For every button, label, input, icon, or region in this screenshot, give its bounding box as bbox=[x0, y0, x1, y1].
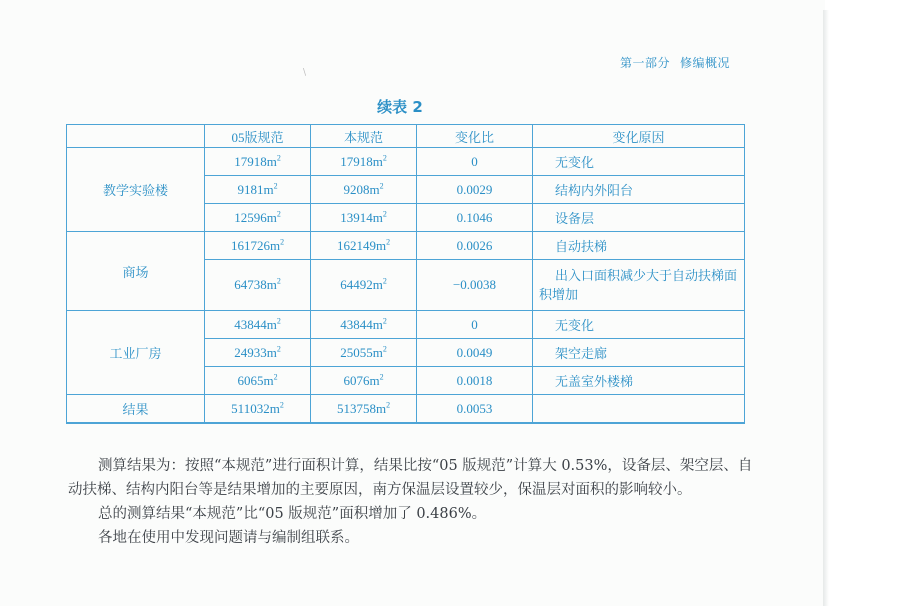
reason-cell: 无盖室外楼梯 bbox=[533, 367, 745, 395]
ratio-cell: 0.0053 bbox=[417, 395, 533, 424]
reason-cell: 设备层 bbox=[533, 204, 745, 232]
paragraph-contact: 各地在使用中发现问题请与编制组联系。 bbox=[98, 530, 359, 546]
group-name-cell: 教学实验楼 bbox=[67, 148, 205, 232]
group-name-cell: 商场 bbox=[67, 232, 205, 311]
table-row bbox=[67, 311, 745, 339]
paragraph-result: 测算结果为：按照“本规范”进行面积计算，结果比按“05 版规范”计算大 0.53%，设备层、架空层、自动扶梯、结构内阳台等是结果增加的主要原因，南方保温层设置较少，保温层对面积的影响较小。 bbox=[68, 458, 753, 498]
running-header bbox=[620, 54, 730, 71]
table-header-row bbox=[67, 125, 745, 148]
reason-cell: 无变化 bbox=[533, 148, 745, 176]
table-row bbox=[67, 232, 745, 260]
ratio-cell: 0.0029 bbox=[417, 176, 533, 204]
value-05-cell: $64738m^2$ bbox=[205, 260, 311, 311]
ratio-cell: −0.0038 bbox=[417, 260, 533, 311]
paragraph-summary: 总的测算结果“本规范”比“05 版规范”面积增加了 0.486%。 bbox=[98, 506, 487, 522]
ratio-cell: 0.0026 bbox=[417, 232, 533, 260]
value-new-cell: $17918m^2$ bbox=[311, 148, 417, 176]
group-name-cell: 工业厂房 bbox=[67, 311, 205, 395]
reason-cell: 架空走廊 bbox=[533, 339, 745, 367]
value-new-cell: $25055m^2$ bbox=[311, 339, 417, 367]
header-section: 第一部分 bbox=[620, 56, 671, 70]
value-05-cell: $12596m^2$ bbox=[205, 204, 311, 232]
value-05-cell: $17918m^2$ bbox=[205, 148, 311, 176]
reason-cell: 无变化 bbox=[533, 311, 745, 339]
header-title: 修编概况 bbox=[680, 56, 731, 70]
value-05-cell: $24933m^2$ bbox=[205, 339, 311, 367]
header-cell-reason: 变化原因 bbox=[533, 125, 745, 148]
result-row bbox=[67, 395, 745, 424]
ratio-cell: 0 bbox=[417, 148, 533, 176]
value-new-cell: $162149m^2$ bbox=[311, 232, 417, 260]
value-05-cell: $6065m^2$ bbox=[205, 367, 311, 395]
value-05-cell: $161726m^2$ bbox=[205, 232, 311, 260]
value-new-cell: $9208m^2$ bbox=[311, 176, 417, 204]
header-cell-05: 05版规范 bbox=[205, 125, 311, 148]
header-cell-blank bbox=[67, 125, 205, 148]
page-edge-shadow bbox=[823, 10, 829, 606]
value-05-cell: $9181m^2$ bbox=[205, 176, 311, 204]
table-row bbox=[67, 148, 745, 176]
stray-mark: \ bbox=[303, 68, 307, 78]
ratio-cell: 0 bbox=[417, 311, 533, 339]
ratio-cell: 0.0018 bbox=[417, 367, 533, 395]
reason-cell: 出入口面积减少大于自动扶梯面积增加 bbox=[533, 260, 745, 311]
table-title: 续表 2 bbox=[377, 98, 423, 116]
body-text bbox=[68, 454, 758, 550]
value-new-cell: $513758m^2$ bbox=[311, 395, 417, 424]
value-05-cell: $511032m^2$ bbox=[205, 395, 311, 424]
value-05-cell: $43844m^2$ bbox=[205, 311, 311, 339]
result-label-cell: 结果 bbox=[67, 395, 205, 424]
reason-cell: 自动扶梯 bbox=[533, 232, 745, 260]
value-new-cell: $6076m^2$ bbox=[311, 367, 417, 395]
reason-cell: 结构内外阳台 bbox=[533, 176, 745, 204]
ratio-cell: 0.0049 bbox=[417, 339, 533, 367]
ratio-cell: 0.1046 bbox=[417, 204, 533, 232]
reason-cell bbox=[533, 395, 745, 424]
value-new-cell: $13914m^2$ bbox=[311, 204, 417, 232]
header-cell-new: 本规范 bbox=[311, 125, 417, 148]
value-new-cell: $43844m^2$ bbox=[311, 311, 417, 339]
header-cell-ratio: 变化比 bbox=[417, 125, 533, 148]
value-new-cell: $64492m^2$ bbox=[311, 260, 417, 311]
area-comparison-table bbox=[66, 124, 745, 424]
